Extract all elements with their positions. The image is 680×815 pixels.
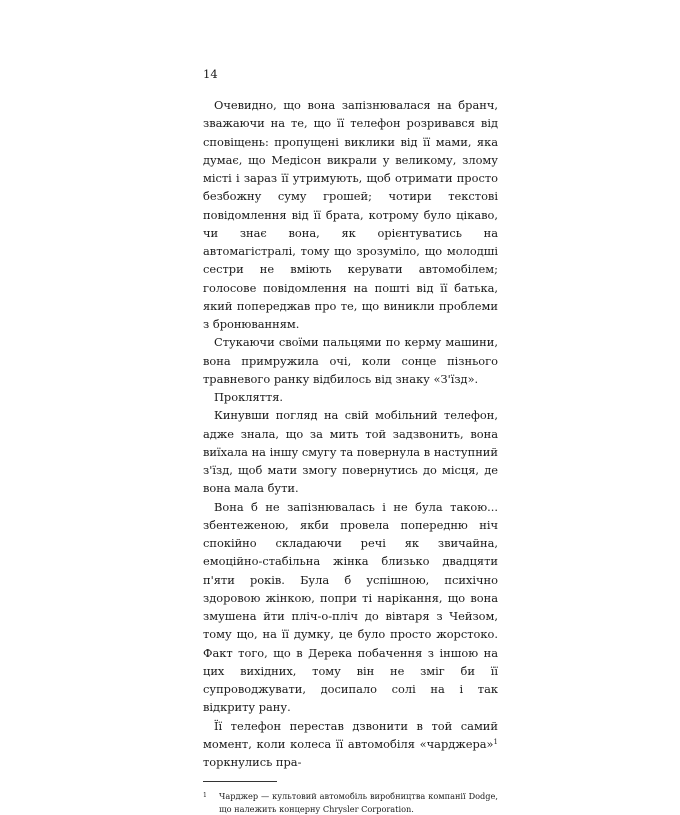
page-number: 14 xyxy=(203,67,218,81)
paragraph-3: Прокляття. xyxy=(214,390,284,404)
footnote-divider xyxy=(203,781,277,782)
footnote-reference: 1 xyxy=(493,737,498,746)
footnote-text: Чарджер — культовий автомобіль виробництва компанії Dodge, що належить концерну Chrysler Corporation. xyxy=(219,791,498,814)
paragraph-1: Очевидно, що вона запізнювалася на бранч, зважаючи на те, що її телефон розривався від сповіщень: пропущені виклики від її мами, яка думає, що Медісон викрали у великому, злому місті і зараз її утримують, щоб отримати просто безбожну суму грошей; чотири текстові повідомлення від її брата, котрому було цікаво, чи знає вона, як орієнтуватись на автомагістралі, тому що зрозуміло, що молодші сестри не вміють керувати автомобілем; голосове повідомлення на пошті від її батька, який попереджав про те, що виникли проблеми з бронюванням. xyxy=(203,98,498,331)
body-text xyxy=(203,96,498,771)
paragraph-4: Кинувши погляд на свій мобільний телефон, адже знала, що за мить той задзвонить, вона виїхала на іншу смугу та повернула в наступний з'їзд, щоб мати змогу повернутись до місця, де вона мала бути. xyxy=(203,408,498,496)
paragraph-6 xyxy=(203,717,498,772)
paragraph-6-text-before: Її телефон перестав дзвонити в той самий момент, коли колеса її автомобіля «чарджера» xyxy=(203,718,498,751)
book-page xyxy=(203,66,498,815)
footnote-mark: 1 xyxy=(203,792,207,800)
paragraph-5: Вона б не запізнювалась і не була такою... збентеженою, якби провела попередню ніч спокійно складаючи речі як звичайна, емоційно-стабільна жінка близько двадцяти п'яти років. Була б успішною, психічно здоровою жінкою, попри ті нарікання, що вона змушена йти пліч-о-пліч до вівтаря з Чейзом, тому що, на її думку, це було просто жорстоко. Факт того, що в Дерека побачення з іншою на цих вихідних, тому він не зміг би її супроводжувати, досипало солі на і так відкриту рану. xyxy=(203,499,498,715)
paragraph-6-text-after: торкнулись пра- xyxy=(203,755,302,769)
paragraph-2: Стукаючи своїми пальцями по керму машини, вона примружила очі, коли сонце пізнього травневого ранку відбилось від знаку «З'їзд». xyxy=(203,335,498,386)
footnote xyxy=(203,790,498,815)
